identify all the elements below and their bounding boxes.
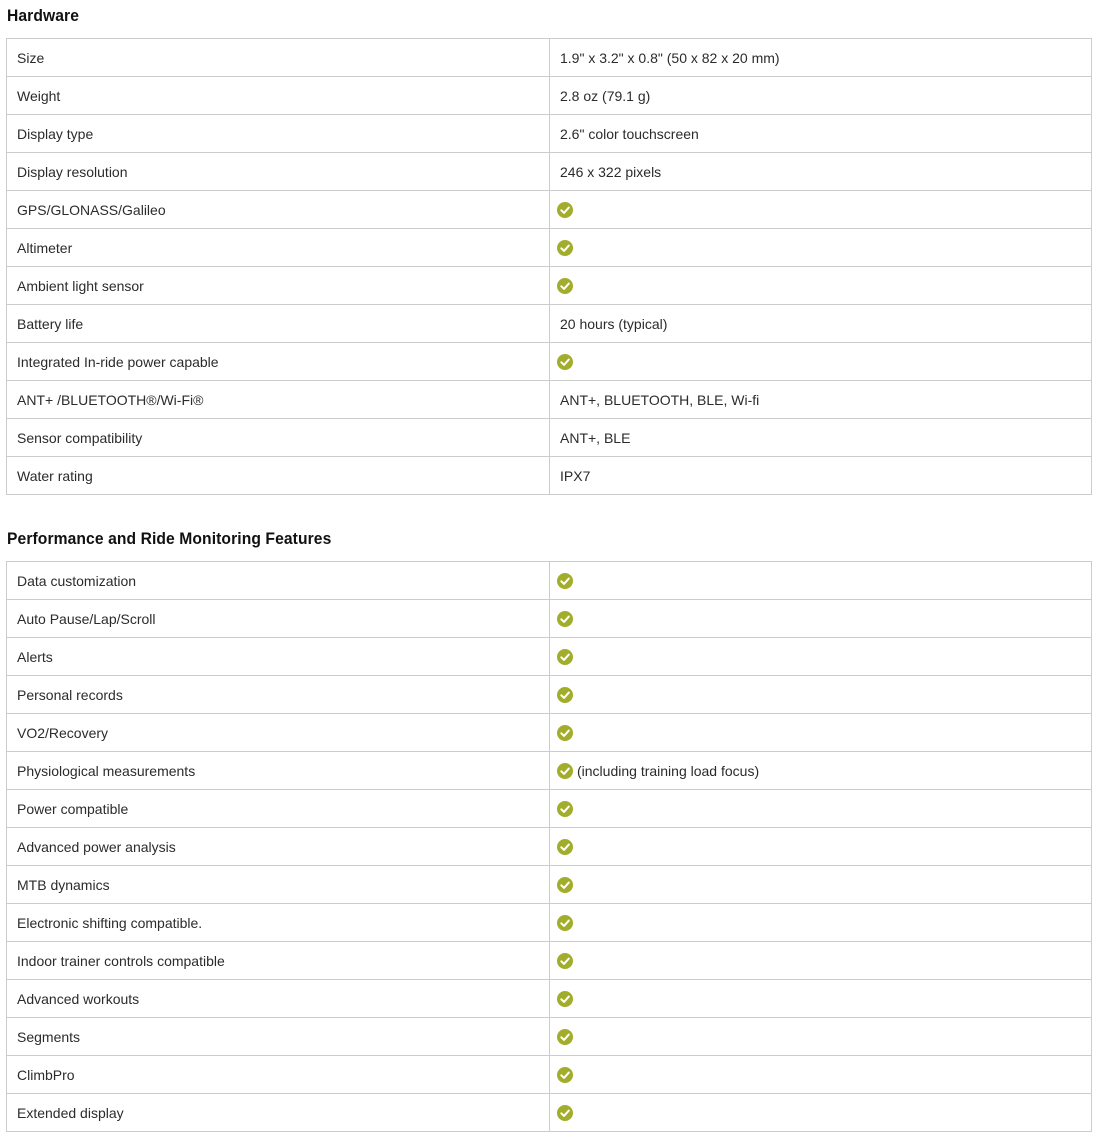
spec-value-text: IPX7 bbox=[560, 467, 591, 484]
performance-spec-table bbox=[6, 561, 1092, 1132]
check-circle-icon bbox=[557, 839, 573, 855]
spec-value-cell bbox=[550, 77, 1092, 115]
spec-row bbox=[7, 191, 1092, 229]
spec-value bbox=[560, 763, 1081, 779]
spec-row bbox=[7, 115, 1092, 153]
spec-row bbox=[7, 942, 1092, 980]
spec-row bbox=[7, 600, 1092, 638]
spec-value-cell bbox=[550, 1094, 1092, 1132]
check-circle-icon bbox=[557, 1067, 573, 1083]
spec-value bbox=[560, 164, 1081, 180]
spec-label: VO2/Recovery bbox=[7, 714, 550, 752]
check-circle-icon bbox=[557, 725, 573, 741]
spec-row bbox=[7, 904, 1092, 942]
spec-label: Weight bbox=[7, 77, 550, 115]
spec-row bbox=[7, 638, 1092, 676]
spec-row bbox=[7, 381, 1092, 419]
spec-value-cell bbox=[550, 305, 1092, 343]
spec-label: Size bbox=[7, 39, 550, 77]
spec-value bbox=[560, 953, 1081, 969]
spec-value-cell bbox=[550, 343, 1092, 381]
spec-label: GPS/GLONASS/Galileo bbox=[7, 191, 550, 229]
spec-value bbox=[560, 316, 1081, 332]
spec-value bbox=[560, 649, 1081, 665]
spec-label: Sensor compatibility bbox=[7, 419, 550, 457]
spec-value-cell bbox=[550, 191, 1092, 229]
spec-label: Display resolution bbox=[7, 153, 550, 191]
performance-spec-rows bbox=[7, 562, 1092, 1132]
spec-row bbox=[7, 229, 1092, 267]
spec-value bbox=[560, 392, 1081, 408]
performance-section-title: Performance and Ride Monitoring Features bbox=[7, 529, 332, 548]
hardware-spec-rows bbox=[7, 39, 1092, 495]
spec-value bbox=[560, 50, 1081, 66]
spec-label: ANT+ /BLUETOOTH®/Wi-Fi® bbox=[7, 381, 550, 419]
spec-value-text: ANT+, BLE bbox=[560, 429, 631, 446]
spec-row bbox=[7, 1056, 1092, 1094]
spec-value-cell bbox=[550, 600, 1092, 638]
spec-label: Battery life bbox=[7, 305, 550, 343]
spec-row bbox=[7, 866, 1092, 904]
spec-label: Personal records bbox=[7, 676, 550, 714]
spec-row bbox=[7, 457, 1092, 495]
spec-value-cell bbox=[550, 562, 1092, 600]
hardware-spec-table bbox=[6, 38, 1092, 495]
spec-row bbox=[7, 305, 1092, 343]
spec-value-cell bbox=[550, 942, 1092, 980]
spec-row bbox=[7, 267, 1092, 305]
spec-row bbox=[7, 39, 1092, 77]
spec-row bbox=[7, 676, 1092, 714]
spec-value-text: 20 hours (typical) bbox=[560, 315, 668, 332]
spec-label: MTB dynamics bbox=[7, 866, 550, 904]
spec-row bbox=[7, 1094, 1092, 1132]
spec-value bbox=[560, 801, 1081, 817]
spec-value-cell bbox=[550, 115, 1092, 153]
spec-label: Display type bbox=[7, 115, 550, 153]
check-circle-icon bbox=[557, 278, 573, 294]
spec-value bbox=[560, 877, 1081, 893]
spec-label: Advanced workouts bbox=[7, 980, 550, 1018]
spec-value bbox=[560, 725, 1081, 741]
check-circle-icon bbox=[557, 953, 573, 969]
spec-row bbox=[7, 790, 1092, 828]
spec-value bbox=[560, 687, 1081, 703]
spec-value-cell bbox=[550, 790, 1092, 828]
check-circle-icon bbox=[557, 801, 573, 817]
check-circle-icon bbox=[557, 354, 573, 370]
spec-value-cell bbox=[550, 676, 1092, 714]
spec-value bbox=[560, 468, 1081, 484]
spec-row bbox=[7, 343, 1092, 381]
spec-value bbox=[560, 354, 1081, 370]
spec-value bbox=[560, 915, 1081, 931]
spec-value-cell bbox=[550, 229, 1092, 267]
spec-value-text: ANT+, BLUETOOTH, BLE, Wi-fi bbox=[560, 391, 760, 408]
spec-value-cell bbox=[550, 828, 1092, 866]
spec-value-cell bbox=[550, 1056, 1092, 1094]
spec-value-cell bbox=[550, 39, 1092, 77]
check-circle-icon bbox=[557, 202, 573, 218]
spec-value bbox=[560, 839, 1081, 855]
check-circle-icon bbox=[557, 573, 573, 589]
check-circle-icon bbox=[557, 877, 573, 893]
spec-value-cell bbox=[550, 638, 1092, 676]
spec-value bbox=[560, 573, 1081, 589]
spec-value-cell bbox=[550, 904, 1092, 942]
spec-value-cell bbox=[550, 419, 1092, 457]
spec-label: Data customization bbox=[7, 562, 550, 600]
spec-row bbox=[7, 752, 1092, 790]
spec-label: Extended display bbox=[7, 1094, 550, 1132]
spec-row bbox=[7, 153, 1092, 191]
spec-label: Segments bbox=[7, 1018, 550, 1056]
check-circle-icon bbox=[557, 991, 573, 1007]
spec-label: Ambient light sensor bbox=[7, 267, 550, 305]
check-circle-icon bbox=[557, 915, 573, 931]
spec-value-cell bbox=[550, 153, 1092, 191]
check-circle-icon bbox=[557, 611, 573, 627]
spec-row bbox=[7, 980, 1092, 1018]
spec-value-cell bbox=[550, 980, 1092, 1018]
spec-value-note: (including training load focus) bbox=[577, 762, 760, 779]
spec-value bbox=[560, 126, 1081, 142]
spec-row bbox=[7, 562, 1092, 600]
spec-value bbox=[560, 430, 1081, 446]
spec-value bbox=[560, 202, 1081, 218]
spec-row bbox=[7, 419, 1092, 457]
check-circle-icon bbox=[557, 1105, 573, 1121]
spec-row bbox=[7, 77, 1092, 115]
spec-label: Power compatible bbox=[7, 790, 550, 828]
spec-value bbox=[560, 1105, 1081, 1121]
check-circle-icon bbox=[557, 649, 573, 665]
spec-value-cell bbox=[550, 381, 1092, 419]
spec-label: Physiological measurements bbox=[7, 752, 550, 790]
spec-row bbox=[7, 828, 1092, 866]
spec-value bbox=[560, 1029, 1081, 1045]
spec-value bbox=[560, 278, 1081, 294]
spec-value bbox=[560, 240, 1081, 256]
spec-label: Water rating bbox=[7, 457, 550, 495]
spec-value-text: 2.8 oz (79.1 g) bbox=[560, 87, 651, 104]
spec-value-text: 246 x 322 pixels bbox=[560, 163, 662, 180]
spec-value-text: 2.6" color touchscreen bbox=[560, 125, 699, 142]
spec-value-cell bbox=[550, 457, 1092, 495]
spec-value-cell bbox=[550, 752, 1092, 790]
spec-value bbox=[560, 991, 1081, 1007]
check-circle-icon bbox=[557, 1029, 573, 1045]
spec-label: ClimbPro bbox=[7, 1056, 550, 1094]
spec-label: Indoor trainer controls compatible bbox=[7, 942, 550, 980]
spec-value-cell bbox=[550, 1018, 1092, 1056]
spec-label: Electronic shifting compatible. bbox=[7, 904, 550, 942]
spec-row bbox=[7, 714, 1092, 752]
check-circle-icon bbox=[557, 687, 573, 703]
hardware-section-title: Hardware bbox=[7, 6, 80, 25]
check-circle-icon bbox=[557, 763, 573, 779]
spec-value-cell bbox=[550, 267, 1092, 305]
spec-value-cell bbox=[550, 714, 1092, 752]
check-circle-icon bbox=[557, 240, 573, 256]
spec-value bbox=[560, 1067, 1081, 1083]
spec-value bbox=[560, 88, 1081, 104]
spec-row bbox=[7, 1018, 1092, 1056]
spec-label: Alerts bbox=[7, 638, 550, 676]
spec-value bbox=[560, 611, 1081, 627]
spec-label: Auto Pause/Lap/Scroll bbox=[7, 600, 550, 638]
spec-label: Advanced power analysis bbox=[7, 828, 550, 866]
spec-value-text: 1.9" x 3.2" x 0.8" (50 x 82 x 20 mm) bbox=[560, 49, 780, 66]
spec-label: Altimeter bbox=[7, 229, 550, 267]
spec-value-cell bbox=[550, 866, 1092, 904]
spec-label: Integrated In-ride power capable bbox=[7, 343, 550, 381]
